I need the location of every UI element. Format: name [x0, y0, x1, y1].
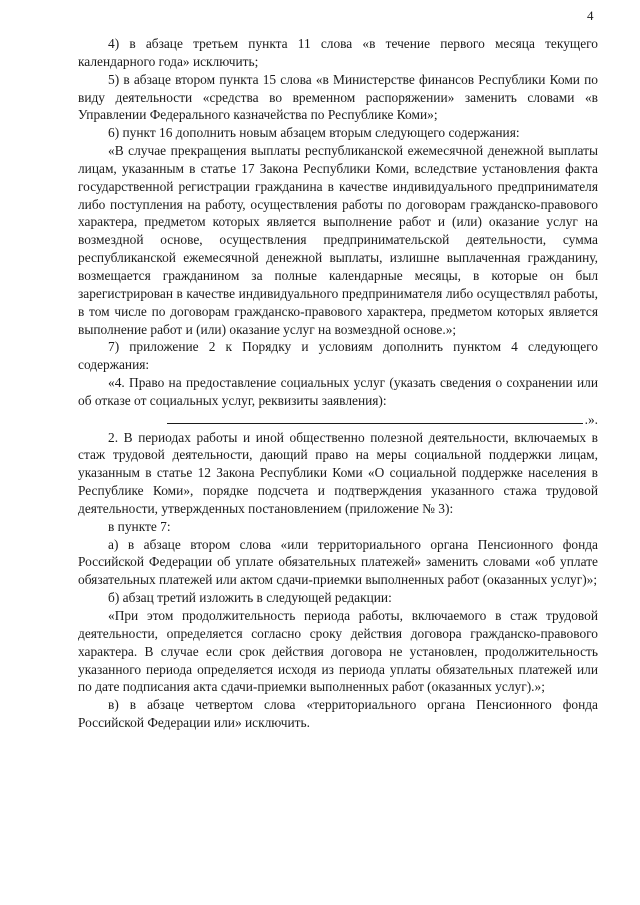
paragraph-point-7: в пункте 7: — [108, 518, 171, 534]
blank-fill-line — [78, 410, 598, 429]
page-number: 4 — [587, 8, 594, 23]
paragraph-sub-a: а) в абзаце втором слова «или территориального органа Пенсионного фонда Российской Федерации об уплате обязательных платежей» заменить словами «об уплате обязательных платежей или актом сдачи-приемки выполненных работ (оказанных услуг)»; — [78, 536, 598, 588]
paragraph-section-2: 2. В периодах работы и иной общественно полезной деятельности, включаемых в стаж трудовой деятельности, дающий право на меры социальной поддержки лицам, указанным в статье 12 Закона Республики Коми «О социальной поддержке населения в Республике Коми», порядке подсчета и подтверждения указанного стажа трудовой деятельности, утвержденных постановлением (приложение № 3): — [78, 429, 598, 516]
paragraph-quote-b: «При этом продолжительность периода работы, включаемого в стаж трудовой деятельности, определяется согласно сроку действия договора гражданско-правового характера. В случае если срок действия договора не установлен, продолжительность указанного периода определяется исходя из периода уплаты обязательных платежей или по дате подписания акта сдачи-приемки выполненных работ (оказанных услуг).»; — [78, 608, 598, 695]
paragraph-item-4: 4) в абзаце третьем пункта 11 слова «в течение первого месяца текущего календарного года» исключить; — [78, 36, 598, 69]
paragraph-sub-v: в) в абзаце четвертом слова «территориального органа Пенсионного фонда Российской Федерации или» исключить. — [78, 697, 598, 731]
blank-underline — [167, 410, 583, 424]
paragraph-item-6: 6) пункт 16 дополнить новым абзацем вторым следующего содержания: — [108, 125, 520, 141]
paragraph-quote-16: «В случае прекращения выплаты республиканской ежемесячной денежной выплаты лицам, указанным в статье 17 Закона Республики Коми, вследствие установления факта государственной регистрации гражданина в качестве индивидуального предпринимателя либо поступления на работу, осуществления работы по договорам гражданско-правового характера, предметом которых является выполнение работ и (или) оказание услуг на возмездной основе, осуществления предпринимательской деятельности, сумма республиканской ежемесячной денежной выплаты, излишне выплаченная гражданину, возмещается гражданином за полные календарные месяцы, в которые он был зарегистрирован в качестве индивидуального предпринимателя либо осуществлял работы, в том числе по договорам гражданско-правового характера, предметом которых является выполнение работ и (или) оказание услуг на возмездной основе.»; — [78, 143, 598, 337]
paragraph-sub-b: б) абзац третий изложить в следующей редакции: — [108, 590, 392, 606]
paragraph-item-5: 5) в абзаце втором пункта 15 слова «в Министерстве финансов Республики Коми по виду деятельности «средства во временном распоряжении» заменить словами «в Управлении Федерального казначейства по Республике Коми»; — [78, 71, 598, 123]
paragraph-item-7: 7) приложение 2 к Порядку и условиям дополнить пунктом 4 следующего содержания: — [78, 339, 598, 373]
paragraph-quote-4: «4. Право на предоставление социальных услуг (указать сведения о сохранении или об отказе от социальных услуг, реквизиты заявления): — [78, 375, 598, 408]
blank-line-end: .». — [584, 411, 598, 427]
document-body — [78, 35, 598, 732]
